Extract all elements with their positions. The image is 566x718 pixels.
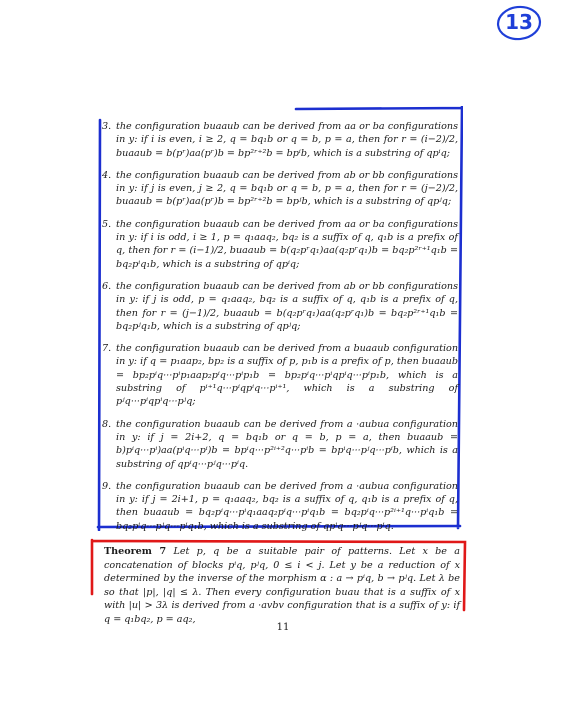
list-item (102, 120, 458, 160)
item-number: 7. (102, 343, 112, 355)
list-item (102, 418, 458, 471)
circled-annotation (495, 4, 543, 42)
item-number: 3. (102, 121, 112, 132)
theorem-block (104, 545, 460, 627)
item-number: 5. (102, 218, 112, 230)
item-text: the configuration buaaub can be derived from aa or ba configurations in y: if i is odd, i ≥ 1, p = q₁aaq₂, bq₂ is a suffix of q, q₁b is a prefix of q, then for r = (i−1)/2, buaaub = b(q₂pʳq₁)aa(q₂pʳq₁)b = bq₂p²ʳ⁺¹q₁b = bq₂pⁱq₁b, which is a substring of qpⁱq; (116, 218, 458, 270)
item-text: the configuration buaaub can be derived from aa or ba configurations in y: if i is even, i ≥ 2, q = bq₁b or q = b, p = a, then for r = (i−2)/2, buaaub = b(pʳ)aa(pʳ)b = bp²ʳ⁺²b = bpⁱb, which is a substring of qpⁱq; (116, 121, 458, 159)
annotation-number: 13 (505, 10, 533, 34)
configuration-list (102, 120, 458, 542)
item-text: the configuration buaaub can be derived from a ·aubua configuration in y: if j = 2i+1, p = q₁aaq₂, bq₂ is a suffix of q, q₁b is a prefix of q, then buaaub = bq₂pⁱq···pⁱq₁aaq₂pⁱq···pⁱq₁b = bq₂pⁱq···p²ⁱ⁺¹q···pⁱq₁b = bq₂pⁱq···pʲq···pⁱq₁b, which is a substring of qpⁱq···pʲq···pⁱq. (116, 480, 458, 532)
list-item (102, 480, 458, 533)
list-item (102, 218, 458, 271)
item-text: the configuration buaaub can be derived from ab or bb configurations in y: if j is odd, p = q₁aaq₂, bq₂ is a suffix of q, q₁b is a prefix of q, then for r = (j−1)/2, buaaub = b(q₂pʳq₁)aa(q₂pʳq₁)b = bq₂p²ʳ⁺¹q₁b = bq₂pʲq₁b, which is a substring of qpʲq; (116, 280, 458, 332)
theorem-body: Let p, q be a suitable pair of patterns. Let x be a concatenation of blocks pⁱq, pʲq, 0 ≤ i < j. Let y be a reduction of x determined by the inverse of the morphism α : a → pⁱq, b → pʲq. Let λ be so that |p|, |q| ≤ λ. Then every configuration buau that is a suffix of x with |u| > 3λ is derived from a ·avbv configuration that is a suffix of y: if q = q₁bq₂, p = aq₂, (104, 546, 460, 625)
item-number: 6. (102, 280, 112, 292)
list-item (102, 342, 458, 408)
item-number: 4. (102, 169, 112, 181)
item-text: the configuration buaaub can be derived from a ·aubua configuration in y: if j = 2i+2, q = bq₁b or q = b, p = a, then buaaub = b)pⁱq···pⁱ)aa(pⁱq···pⁱ)b = bpⁱq···p²ⁱ⁺²q···pⁱb = bpⁱq···pʲq···pⁱb, which is a substring of qpⁱq···pʲq···pⁱq. (116, 418, 458, 470)
item-number: 9. (102, 480, 112, 492)
item-text: the configuration buaaub can be derived from ab or bb configurations in y: if j is even, j ≥ 2, q = bq₁b or q = b, p = a, then for r = (j−2)/2, buaaub = b(pʳ)aa(pʳ)b = bp²ʳ⁺²b = bpʲb, which is a substring of qpʲq; (116, 169, 458, 208)
page-number: 11 (276, 622, 290, 633)
list-item (102, 280, 458, 333)
theorem-label: Theorem 7 (104, 546, 167, 557)
item-text: the configuration buaaub can be derived from a buaaub configuration in y: if q = p₁aap₂, bp₂ is a suffix of p, p₁b is a prefix of p, then buaaub = bp₂pⁱq···pⁱp₁aap₂pⁱq···pⁱp₁b = bp₂pⁱq···pⁱqpⁱq···pⁱp₁b, which is a substring of pⁱ⁺¹q···pⁱqpⁱq···pⁱ⁺¹, which is a substring of pʲq···pⁱqpⁱq···pʲq; (116, 343, 458, 408)
item-number: 8. (102, 418, 112, 430)
list-item (102, 169, 458, 209)
